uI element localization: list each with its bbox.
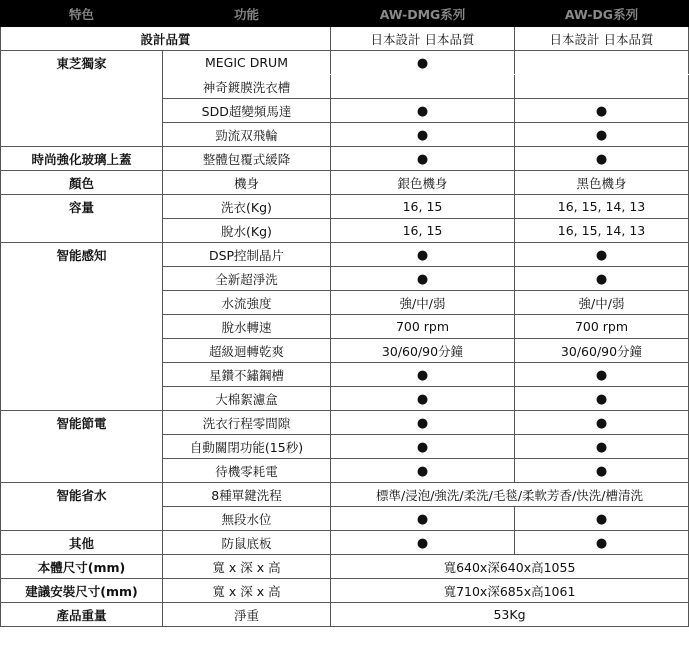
dsp-label: DSP控制晶片 [163,243,331,267]
check-dot: ● [515,147,689,171]
check-dot: ● [331,531,515,555]
check-dot: ● [515,267,689,291]
soft-close-label: 整體包覆式緩降 [163,147,331,171]
other-label: 其他 [1,531,163,555]
empty-cell [331,75,515,99]
check-dot: ● [331,435,515,459]
wash-programs-label: 8種單鍵洗程 [163,483,331,507]
spin-speed-label: 脫水轉速 [163,315,331,339]
table-row [1,531,689,555]
design-quality-a: 日本設計 日本品質 [331,27,515,51]
toshiba-exclusive-label: 東芝獨家 [1,51,163,147]
check-dot: ● [515,435,689,459]
sdd-motor-label: SDD超變頻馬達 [163,99,331,123]
design-quality-label: 設計品質 [1,27,331,51]
spin-speed-b: 700 rpm [515,315,689,339]
check-dot: ● [515,243,689,267]
header-feature: 特色 [1,1,163,27]
table-row [1,27,689,51]
net-weight-label: 淨重 [163,603,331,627]
check-dot: ● [331,459,515,483]
empty-cell [515,51,689,75]
magic-drum-desc: 神奇鍍膜洗衣槽 [163,75,331,99]
check-dot: ● [515,123,689,147]
body-size-func: 寬 x 深 x 高 [163,555,331,579]
color-label: 顏色 [1,171,163,195]
check-dot: ● [331,123,515,147]
empty-cell [515,75,689,99]
install-size-func: 寬 x 深 x 高 [163,579,331,603]
spin-dry-b: 30/60/90分鐘 [515,339,689,363]
design-quality-b: 日本設計 日本品質 [515,27,689,51]
check-dot: ● [331,51,515,75]
rodent-plate-label: 防鼠底板 [163,531,331,555]
lint-filter-label: 大棉絮濾盒 [163,387,331,411]
spin-speed-a: 700 rpm [331,315,515,339]
zero-gap-label: 洗衣行程零間隙 [163,411,331,435]
install-size-value: 寬710x深685x高1061 [331,579,689,603]
header-model-a: AW-DMG系列 [331,1,515,27]
water-flow-label: 水流強度 [163,291,331,315]
check-dot: ● [515,363,689,387]
table-row [1,603,689,627]
table-row [1,411,689,435]
standby-label: 待機零耗電 [163,459,331,483]
spin-capacity-a: 16, 15 [331,219,515,243]
check-dot: ● [331,507,515,531]
check-dot: ● [515,507,689,531]
table-row [1,555,689,579]
power-saving-label: 智能節電 [1,411,163,483]
steel-tub-label: 星鑽不鏽鋼槽 [163,363,331,387]
check-dot: ● [515,99,689,123]
check-dot: ● [331,363,515,387]
spin-capacity-label: 脫水(Kg) [163,219,331,243]
smart-sense-label: 智能感知 [1,243,163,411]
table-row [1,243,689,267]
table-row [1,51,689,75]
color-a: 銀色機身 [331,171,515,195]
wash-capacity-a: 16, 15 [331,195,515,219]
color-b: 黑色機身 [515,171,689,195]
check-dot: ● [331,147,515,171]
twin-wheel-label: 勁流双飛輪 [163,123,331,147]
header-function: 功能 [163,1,331,27]
water-saving-label: 智能省水 [1,483,163,531]
install-size-label: 建議安裝尺寸(mm) [1,579,163,603]
check-dot: ● [331,267,515,291]
weight-label: 產品重量 [1,603,163,627]
body-label: 機身 [163,171,331,195]
spin-capacity-b: 16, 15, 14, 13 [515,219,689,243]
table-row [1,195,689,219]
spin-dry-label: 超級迴轉乾爽 [163,339,331,363]
water-level-label: 無段水位 [163,507,331,531]
check-dot: ● [331,411,515,435]
water-flow-b: 強/中/弱 [515,291,689,315]
wash-capacity-label: 洗衣(Kg) [163,195,331,219]
check-dot: ● [515,459,689,483]
check-dot: ● [331,99,515,123]
check-dot: ● [331,243,515,267]
header-model-b: AW-DG系列 [515,1,689,27]
check-dot: ● [515,387,689,411]
check-dot: ● [331,387,515,411]
spin-dry-a: 30/60/90分鐘 [331,339,515,363]
wash-programs-value: 標準/浸泡/強洗/柔洗/毛毯/柔軟芳香/快洗/槽清洗 [331,483,689,507]
table-row [1,147,689,171]
water-flow-a: 強/中/弱 [331,291,515,315]
check-dot: ● [515,531,689,555]
auto-off-label: 自動關閉功能(15秒) [163,435,331,459]
ultra-wash-label: 全新超淨洗 [163,267,331,291]
weight-value: 53Kg [331,603,689,627]
capacity-label: 容量 [1,195,163,243]
header-row [1,1,689,27]
magic-drum-label: MEGIC DRUM [163,51,331,75]
wash-capacity-b: 16, 15, 14, 13 [515,195,689,219]
table-row [1,171,689,195]
body-size-label: 本體尺寸(mm) [1,555,163,579]
table-row [1,483,689,507]
body-size-value: 寬640x深640x高1055 [331,555,689,579]
glass-lid-label: 時尚強化玻璃上蓋 [1,147,163,171]
check-dot: ● [515,411,689,435]
table-row [1,579,689,603]
